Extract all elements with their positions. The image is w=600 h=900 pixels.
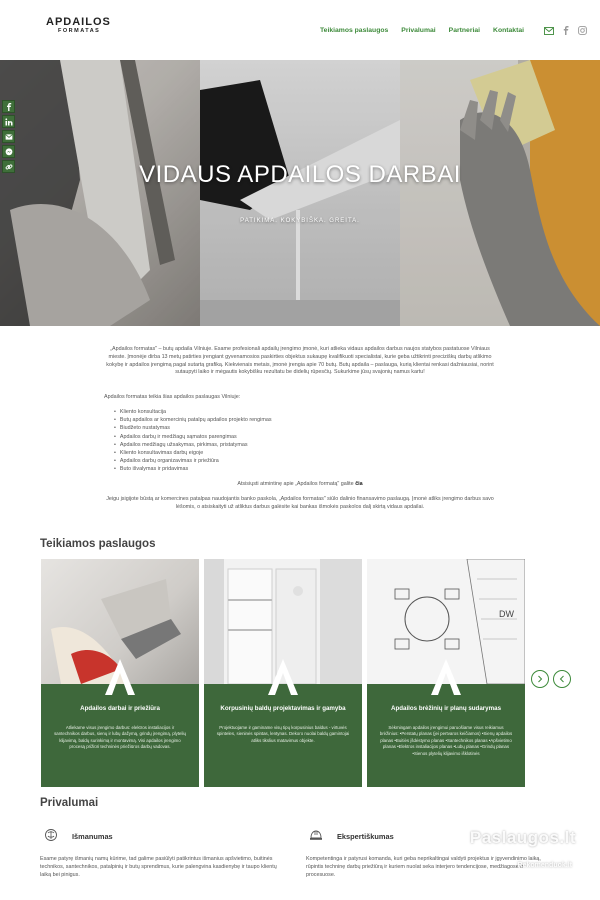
main-nav <box>320 25 588 36</box>
finance-paragraph: Jeigu įsigijote būstą ar komercines patalpas naudojantis banko paskola, „Apdailos formatas" siūlo dalinio finansavimo paslaugą. Įmonė atliks įrengimo darbus savo lėšomis, o atsiskaityti už atliktus darbus galėsite kai bankas išmokės paskolos dalį skirtą vidaus apdailai. <box>106 496 494 510</box>
advantage-title: Išmanumas <box>72 832 113 841</box>
remember-note <box>104 481 496 487</box>
service-card-drawings[interactable] <box>367 559 525 787</box>
intro-paragraph: „Apdailos formatas" – butų apdaila Vilniuje. Esame profesionali apdailų įrengimo įmonė, kuri atlieka vidaus apdailos darbus naujos statybos pastatuose Vilniaus mieste. Įmonėje dirba 13 metų patirties įrengiant gyvenamosios paskirties objektus sukaupę kvalifikuoti specialistai, kurie geba užtikrinti preciziškų darbų atlikimo kokybę ir apdailos įrengimą pagal sutartą grafiką. Kiekvienais metais, įmonė įrengia apie 70 butų. Butų apdaila – paslauga, kurią klientai renkasi dažniausiai, norint sutaupyti laiko ir mėgautis kokybišku rezultatu be didelių rūpesčių. Sukurkime jūsų svajonių namus kartu! <box>106 346 494 376</box>
watermark-main: Paslaugos.lt <box>469 828 576 847</box>
nav-item-contacts[interactable]: Kontaktai <box>493 27 524 34</box>
hero-overlay <box>0 60 600 326</box>
nav-item-advantages[interactable]: Privalumai <box>401 27 436 34</box>
list-item: • Apdailos darbų ir medžiagų sąmatos parengimas <box>114 433 272 441</box>
chevron-right-icon <box>536 675 544 683</box>
svg-text:DW: DW <box>499 609 514 619</box>
service-card-title: Apdailos darbai ir priežiūra <box>80 705 160 712</box>
list-item: • Kliento konsultavimas darbų eigoje <box>114 449 272 457</box>
service-card-title: Apdailos brėžinių ir planų sudarymas <box>390 705 502 712</box>
list-item: • Buto išvalymas ir pridavimas <box>114 465 272 473</box>
services-list <box>114 408 272 474</box>
facebook-icon[interactable] <box>560 25 571 36</box>
hero-subtitle: PATIKIMA. KOKYBIŠKA. GREITA. <box>240 218 360 224</box>
brain-icon <box>44 828 58 842</box>
hero-banner <box>0 60 600 326</box>
carousel-prev-button[interactable] <box>553 670 571 688</box>
logo-a-icon <box>105 659 135 695</box>
share-messenger-icon[interactable] <box>2 145 15 158</box>
logo-a-icon <box>431 659 461 695</box>
list-item: • Apdailos darbų organizavimas ir priežiūra <box>114 457 272 465</box>
advantage-title: Ekspertiškumas <box>337 832 394 841</box>
share-email-icon[interactable] <box>2 130 15 143</box>
service-card-text: Projektuojame ir gaminame visų tipų korpusinius baldus - virtuvės spinteles, sieninės spintas, lentynas. Dekoro nuolai baldų gamintojai atliks tikslius matavimus objekte. <box>216 725 350 743</box>
instagram-icon[interactable] <box>577 25 588 36</box>
advantages-section-title: Privalumai <box>40 797 99 809</box>
services-lead: Apdailos formatas teikia šias apdailos paslaugas Vilniuje: <box>104 394 241 400</box>
share-bar <box>2 100 16 175</box>
list-item: • Apdailos medžiagų užsakymas, pirkimas, pristatymas <box>114 441 272 449</box>
service-card-text: Atliekame visus įrengimo darbus: elektros instaliacijos ir santechnikos darbus, sienų ir lubų dažymą, grindų įrengimą, plytelių klijavimą, baldų surinkimą ir montavimą. Visi apdailos įrengimo procesą prižiūri techninės priežiūros darbų vadovas. <box>54 725 186 750</box>
share-facebook-icon[interactable] <box>2 100 15 113</box>
hardhat-icon <box>309 828 323 842</box>
share-link-icon[interactable] <box>2 160 15 173</box>
logo-a-icon <box>268 659 298 695</box>
services-section-title: Teikiamos paslaugos <box>40 538 156 550</box>
remember-text: Atsisiųsti atmintinę apie „Apdailos formatą" galite <box>237 481 354 487</box>
logo-main-text: APDAILOS <box>46 16 111 28</box>
share-linkedin-icon[interactable] <box>2 115 15 128</box>
carousel-next-button[interactable] <box>531 670 549 688</box>
remember-download-link[interactable]: čia <box>355 481 363 487</box>
service-card-title: Korpusinių baldų projektavimas ir gamyba <box>220 705 346 712</box>
chevron-left-icon <box>558 675 566 683</box>
mail-icon[interactable] <box>543 25 554 36</box>
advantage-text: Esame patyrę išmanių namų kūrime, tad galime pasiūlyti patikrintus išmanius apšvietimo, buitinės technikos, santechnikos, patalpinių ir butų sprendimus, kurie palengvina kasdienybę ir taupo klientų laiką bei pinigus. <box>40 856 277 878</box>
nav-item-partners[interactable]: Partneriai <box>448 27 481 34</box>
service-card-finishing[interactable] <box>41 559 199 787</box>
service-card-furniture[interactable] <box>204 559 362 787</box>
site-header <box>0 0 600 60</box>
list-item: • Kliento konsultacija <box>114 408 272 416</box>
watermark-sub: Rekomenduok.lt <box>517 862 572 869</box>
advantage-text: Kompetentinga ir patyrusi komanda, kuri geba neprikaltingai valdyti projektus ir įgyvendinimo laiką, rūpintis techninę darbų priežiūrą ir kuriem nuolat seka interjero tendencijose, medžiagose ir procesuose. <box>306 856 541 878</box>
service-card-text: Sėkmingam apdailos įrengimui paruošiame visus reikiamus brėžinius: •Perstatų planas (jei pertvaros keičiamos) •Sienų apdailos planas •Buitiės įšdėstymo planas •Santechnikos planas •Apšvietimo planas •Elektros instaliacijos planas •Lubų planas •Grindų planas •Sienos plytelių klijavimo išklotinės <box>379 725 513 756</box>
logo[interactable] <box>46 16 116 35</box>
list-item: • Biudžeto nustatymas <box>114 424 272 432</box>
logo-sub-text: FORMATAS <box>58 28 101 34</box>
hero-title: VIDAUS APDAILOS DARBAI <box>139 161 461 188</box>
nav-item-services[interactable]: Teikiamos paslaugos <box>320 27 389 34</box>
list-item: • Butų apdailos ar komercinių patalpų apdailos projekto rengimas <box>114 416 272 424</box>
